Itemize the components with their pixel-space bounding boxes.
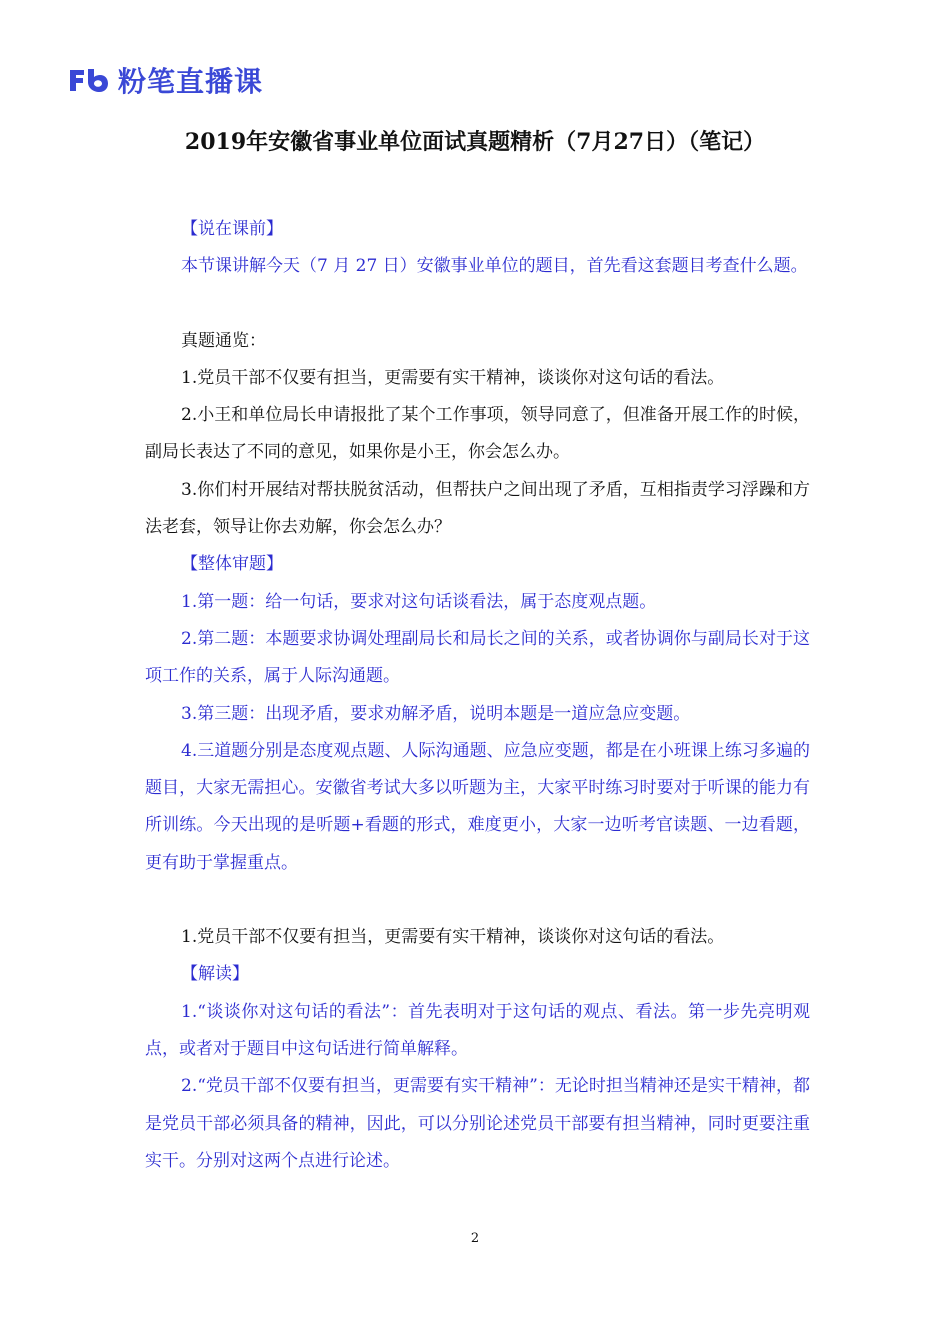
fb-logo-icon <box>68 67 110 93</box>
analysis-item: 1.第一题：给一句话，要求对这句话谈看法，属于态度观点题。 <box>181 591 657 612</box>
logo-text: 粉笔直播课 <box>118 65 264 98</box>
question1-item: 1.“谈谈你对这句话的看法”：首先表明对于这句话的观点、看法。第一步先亮明观点，或者对于题目中这句话进行简单解释。 <box>145 1001 810 1059</box>
analysis-item: 2.第二题：本题要求协调处理副局长和局长之间的关系，或者协调你与副局长对于这项工作的关系，属于人际沟通题。 <box>145 628 810 687</box>
analysis-item: 3.第三题：出现矛盾，要求劝解矛盾，说明本题是一道应急应变题。 <box>181 703 691 724</box>
brand-logo <box>68 60 263 100</box>
question1-heading: 【解读】 <box>181 964 249 985</box>
intro-text: 本节课讲解今天（7 月 27 日）安徽事业单位的题目，首先看这套题目考查什么题。 <box>181 256 808 277</box>
overview-item: 3.你们村开展结对帮扶脱贫活动，但帮扶户之间出现了矛盾，互相指责学习浮躁和方法老套，领导让你去劝解，你会怎么办？ <box>145 479 810 538</box>
spacer <box>145 882 810 919</box>
question1-text: 1.党员干部不仅要有担当，更需要有实干精神，谈谈你对这句话的看法。 <box>181 927 725 948</box>
analysis-heading: 【整体审题】 <box>181 554 283 575</box>
overview-heading: 真题通览： <box>181 330 266 351</box>
intro-heading: 【说在课前】 <box>181 219 283 239</box>
spacer <box>145 286 810 323</box>
page-number: 2 <box>470 1231 480 1246</box>
overview-item: 1.党员干部不仅要有担当，更需要有实干精神，谈谈你对这句话的看法。 <box>181 367 725 388</box>
analysis-item: 4.三道题分别是态度观点题、人际沟通题、应急应变题，都是在小班课上练习多遍的题目，大家无需担心。安徽省考试大多以听题为主，大家平时练习时要对于听课的能力有所训练。今天出现的是听题+看题的形式，难度更小，大家一边听考官读题、一边看题，更有助于掌握重点。 <box>145 740 810 873</box>
document-title: 2019年安徽省事业单位面试真题精析（7月27日）（笔记） <box>184 129 766 155</box>
question1-item: 2.“党员干部不仅要有担当，更需要有实干精神”：无论时担当精神还是实干精神，都是党员干部必须具备的精神，因此，可以分别论述党员干部要有担当精神，同时更要注重实干。分别对这两个点进行论述。 <box>145 1076 810 1171</box>
overview-item: 2.小王和单位局长申请报批了某个工作事项，领导同意了，但准备开展工作的时候，副局长表达了不同的意见，如果你是小王，你会怎么办。 <box>145 405 810 463</box>
document-body <box>145 211 810 1180</box>
